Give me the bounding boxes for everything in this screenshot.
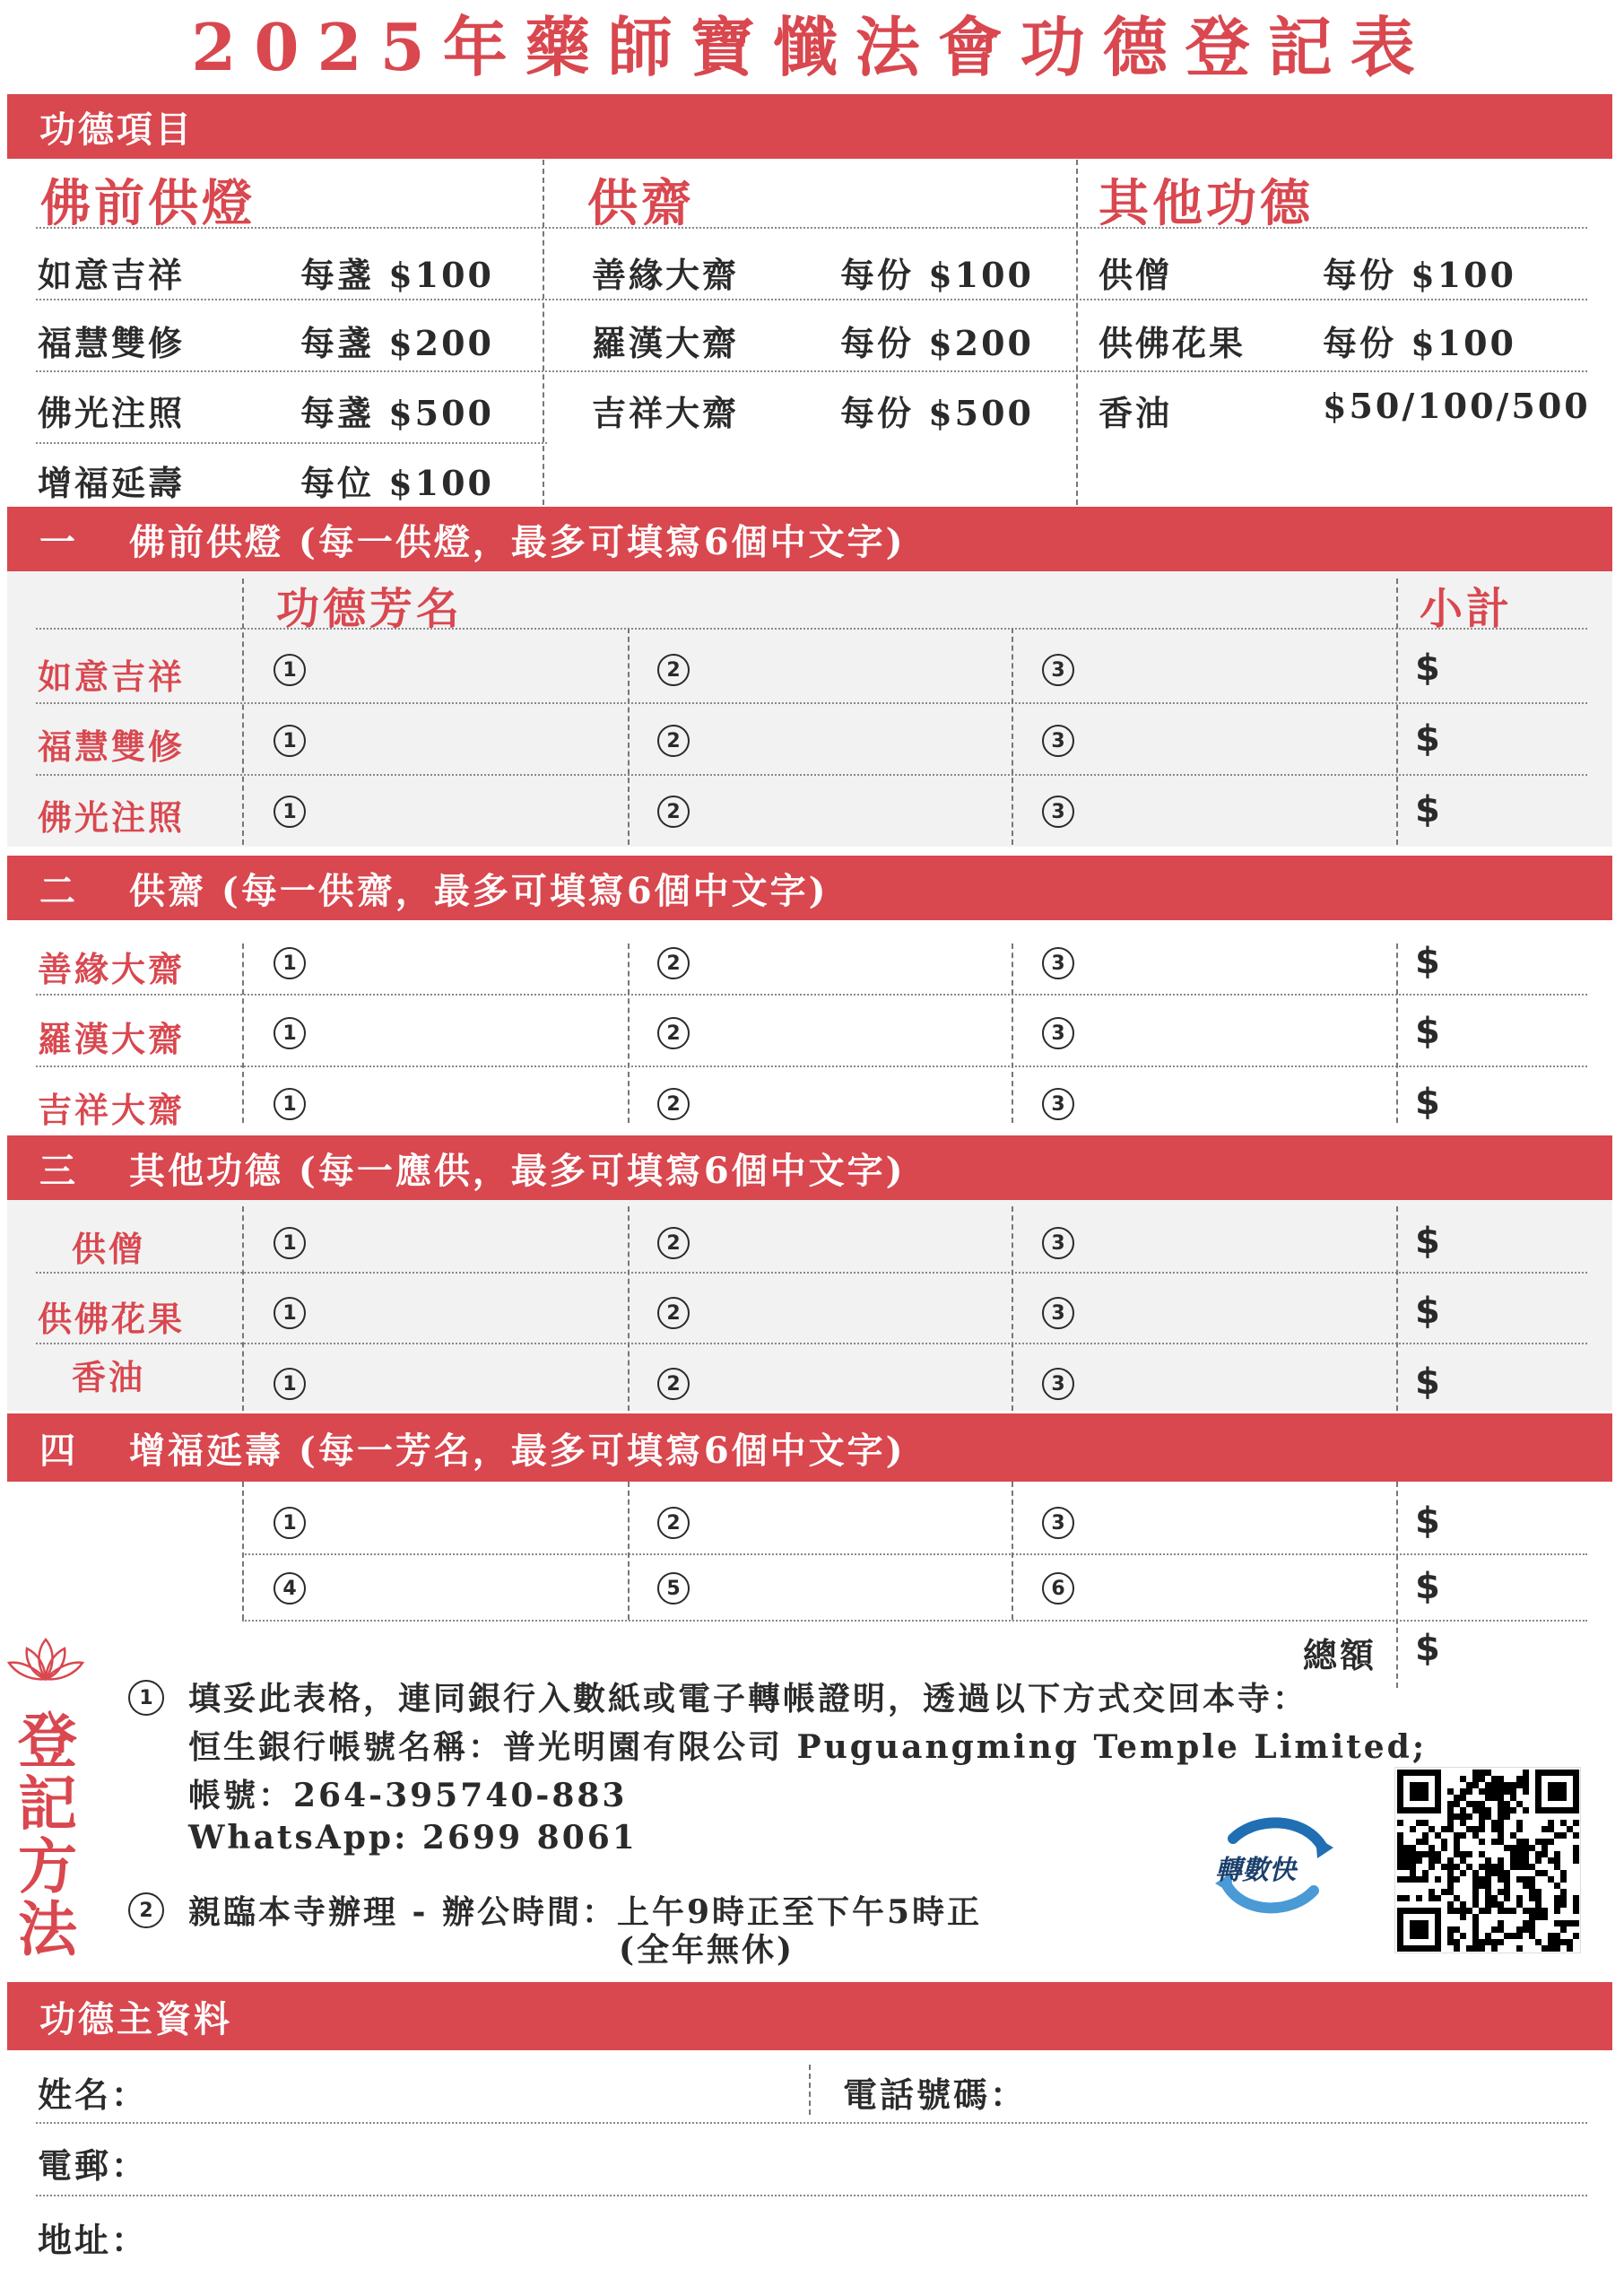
- row-divider: [36, 1343, 1587, 1344]
- circled-number: 1: [274, 1507, 306, 1539]
- donor-header-bar: [7, 1982, 1612, 2050]
- divider: [628, 1206, 630, 1411]
- circled-number: 1: [274, 1368, 306, 1400]
- page-title: 2025年藥師寶懺法會功德登記表: [191, 9, 1433, 85]
- bank-account-name: 恒生銀行帳號名稱：普光明園有限公司 Puguangming Temple Limited;: [188, 1728, 1428, 1766]
- method-char: 記: [18, 1769, 77, 1839]
- price-item-value: 每份 $500: [840, 393, 1034, 433]
- row-label: 吉祥大齋: [38, 1090, 186, 1130]
- divider: [628, 628, 630, 845]
- price-item-value: 每位 $100: [300, 463, 494, 503]
- method-char: 方: [18, 1831, 77, 1901]
- field-address: 地址：: [38, 2220, 149, 2260]
- price-item-name: 增福延壽: [38, 463, 186, 503]
- subtotal-header: 小計: [1420, 584, 1514, 634]
- row-divider: [36, 702, 1587, 704]
- subtotal-dollar: $: [1415, 1221, 1440, 1262]
- divider: [543, 160, 544, 505]
- price-item-name: 羅漢大齋: [592, 323, 740, 363]
- subtotal-dollar: $: [1415, 789, 1440, 831]
- circled-number: 3: [1042, 1507, 1074, 1539]
- circled-number: 1: [274, 1227, 306, 1259]
- divider: [1396, 1206, 1398, 1411]
- name-header: 功德芳名: [276, 584, 464, 634]
- price-item-name: 香油: [1099, 393, 1173, 433]
- row-divider: [36, 299, 1587, 300]
- price-item-value: 每盞 $100: [300, 255, 494, 295]
- divider: [242, 944, 244, 1123]
- circled-number: 3: [1042, 1368, 1074, 1400]
- price-item-name: 供僧: [1099, 255, 1173, 295]
- price-item-name: 佛光注照: [38, 393, 186, 433]
- method-char: 登: [18, 1706, 77, 1776]
- row-divider: [36, 442, 547, 444]
- subtotal-dollar: $: [1415, 1011, 1440, 1052]
- row-divider: [36, 1065, 1587, 1067]
- qr-code-icon: [1395, 1768, 1582, 1954]
- total-label: 總額: [1303, 1635, 1377, 1675]
- divider: [242, 1482, 244, 1620]
- row-divider: [36, 628, 1587, 630]
- row-divider: [242, 1620, 1587, 1622]
- divider: [809, 2065, 811, 2115]
- row-divider: [242, 1553, 1587, 1555]
- qr-code: [1394, 1767, 1581, 1953]
- divider: [1012, 1482, 1013, 1620]
- price-item-value: 每份 $100: [1323, 323, 1516, 363]
- divider: [1012, 944, 1013, 1123]
- divider: [628, 944, 630, 1123]
- price-item-value: 每盞 $200: [300, 323, 494, 363]
- price-item-name: 福慧雙修: [38, 323, 186, 363]
- circled-number: 2: [657, 1507, 690, 1539]
- circled-number: 2: [657, 947, 690, 979]
- price-item-name: 供佛花果: [1099, 323, 1246, 363]
- circled-number: 1: [274, 1297, 306, 1329]
- row-label: 福慧雙修: [38, 726, 186, 767]
- price-item-value: 每份 $100: [1323, 255, 1516, 295]
- circled-number: 3: [1042, 796, 1074, 828]
- divider: [1396, 1482, 1398, 1688]
- circled-number: 2: [657, 796, 690, 828]
- section-bar: [7, 1135, 1612, 1200]
- row-divider: [36, 370, 1587, 372]
- divider: [1396, 578, 1398, 845]
- fps-logo: [1206, 1812, 1341, 1919]
- section-bar-end: [1397, 1413, 1612, 1482]
- section-number: 一: [39, 520, 78, 563]
- price-item-value: 每份 $200: [840, 323, 1034, 363]
- section-title: 增福延壽 (每一芳名，最多可填寫6個中文字): [129, 1429, 906, 1472]
- row-divider: [36, 1272, 1587, 1274]
- circled-number: 2: [657, 1297, 690, 1329]
- circled-number: 3: [1042, 1017, 1074, 1049]
- fps-logo-text: 轉數快: [1215, 1855, 1296, 1886]
- subtotal-dollar: $: [1415, 1291, 1440, 1332]
- circled-number: 1: [274, 1017, 306, 1049]
- lotus-icon: [5, 1634, 86, 1688]
- price-item-value: 每份 $100: [840, 255, 1034, 295]
- divider: [1012, 1206, 1013, 1411]
- circled-number: 1: [274, 654, 306, 686]
- category-meal: 供齋: [587, 174, 695, 233]
- price-item-name: 善緣大齋: [592, 255, 740, 295]
- circled-number: 2: [657, 1088, 690, 1120]
- circled-number: 3: [1042, 1227, 1074, 1259]
- circled-number: 2: [657, 725, 690, 757]
- circled-number: 3: [1042, 1297, 1074, 1329]
- price-item-name: 吉祥大齋: [592, 393, 740, 433]
- total-dollar: $: [1415, 1628, 1440, 1669]
- field-email: 電郵：: [38, 2145, 149, 2186]
- row-label: 佛光注照: [38, 797, 186, 838]
- row-label: 羅漢大齋: [38, 1019, 186, 1059]
- row-divider: [36, 2122, 1587, 2124]
- circled-number: 1: [274, 1088, 306, 1120]
- step1-text: 填妥此表格，連同銀行入數紙或電子轉帳證明，透過以下方式交回本寺：: [188, 1680, 1308, 1718]
- step2-text: 親臨本寺辦理 - 辦公時間：上午9時正至下午5時正: [188, 1893, 983, 1931]
- donor-header: 功德主資料: [39, 1997, 232, 2040]
- subtotal-dollar: $: [1415, 1082, 1440, 1123]
- circled-number: 6: [1042, 1572, 1074, 1605]
- circled-number: 3: [1042, 1088, 1074, 1120]
- row-label: 善緣大齋: [38, 949, 186, 989]
- row-label: 香油: [72, 1357, 146, 1397]
- row-divider: [36, 994, 1587, 996]
- circled-number: 1: [274, 725, 306, 757]
- step2-note: (全年無休): [619, 1931, 795, 1969]
- subtotal-dollar: $: [1415, 718, 1440, 760]
- row-label: 供佛花果: [38, 1299, 186, 1339]
- circled-number: 3: [1042, 947, 1074, 979]
- subtotal-dollar: $: [1415, 1361, 1440, 1403]
- step-number: 1: [128, 1680, 164, 1716]
- category-lamp: 佛前供燈: [40, 174, 256, 233]
- items-header-bar: [7, 94, 1612, 159]
- step-number: 2: [128, 1892, 164, 1928]
- divider: [242, 578, 244, 845]
- circled-number: 2: [657, 1227, 690, 1259]
- gray-band: [7, 1200, 1612, 1411]
- section-bar: [7, 1413, 1397, 1482]
- section-title: 供齋 (每一供齋，最多可填寫6個中文字): [129, 869, 829, 912]
- circled-number: 2: [657, 654, 690, 686]
- divider: [242, 1206, 244, 1411]
- circled-number: 3: [1042, 725, 1074, 757]
- section-bar: [7, 507, 1612, 571]
- subtotal-dollar: $: [1415, 1500, 1440, 1542]
- gray-band: [7, 571, 1612, 847]
- price-item-name: 如意吉祥: [38, 255, 186, 295]
- section-title: 其他功德 (每一應供，最多可填寫6個中文字): [129, 1149, 906, 1192]
- method-char: 法: [18, 1894, 77, 1964]
- whatsapp-number: WhatsApp: 2699 8061: [188, 1819, 638, 1857]
- section-number: 二: [39, 869, 78, 912]
- circled-number: 2: [657, 1017, 690, 1049]
- circled-number: 1: [274, 947, 306, 979]
- row-label: 如意吉祥: [38, 657, 186, 697]
- circled-number: 5: [657, 1572, 690, 1605]
- divider: [628, 1482, 630, 1620]
- row-label: 供僧: [72, 1229, 146, 1269]
- circled-number: 1: [274, 796, 306, 828]
- divider: [1076, 160, 1078, 505]
- section-bar: [7, 856, 1612, 920]
- section-number: 四: [39, 1429, 78, 1472]
- account-number: 帳號：264-395740-883: [188, 1777, 628, 1814]
- field-phone: 電話號碼：: [843, 2074, 1028, 2115]
- divider: [1396, 944, 1398, 1123]
- items-header: 功德項目: [39, 108, 194, 151]
- row-divider: [36, 2195, 1587, 2196]
- row-divider: [36, 227, 1587, 229]
- divider: [1012, 628, 1013, 845]
- price-item-value: 每盞 $500: [300, 393, 494, 433]
- circled-number: 4: [274, 1572, 306, 1605]
- category-other: 其他功德: [1099, 174, 1314, 233]
- subtotal-dollar: $: [1415, 648, 1440, 689]
- row-divider: [36, 774, 1587, 776]
- subtotal-dollar: $: [1415, 1566, 1440, 1607]
- section-title: 佛前供燈 (每一供燈，最多可填寫6個中文字): [129, 520, 906, 563]
- circled-number: 2: [657, 1368, 690, 1400]
- field-name: 姓名：: [38, 2074, 149, 2115]
- circled-number: 3: [1042, 654, 1074, 686]
- section-number: 三: [39, 1149, 78, 1192]
- subtotal-dollar: $: [1415, 941, 1440, 982]
- price-item-value: $50/100/500: [1323, 386, 1591, 426]
